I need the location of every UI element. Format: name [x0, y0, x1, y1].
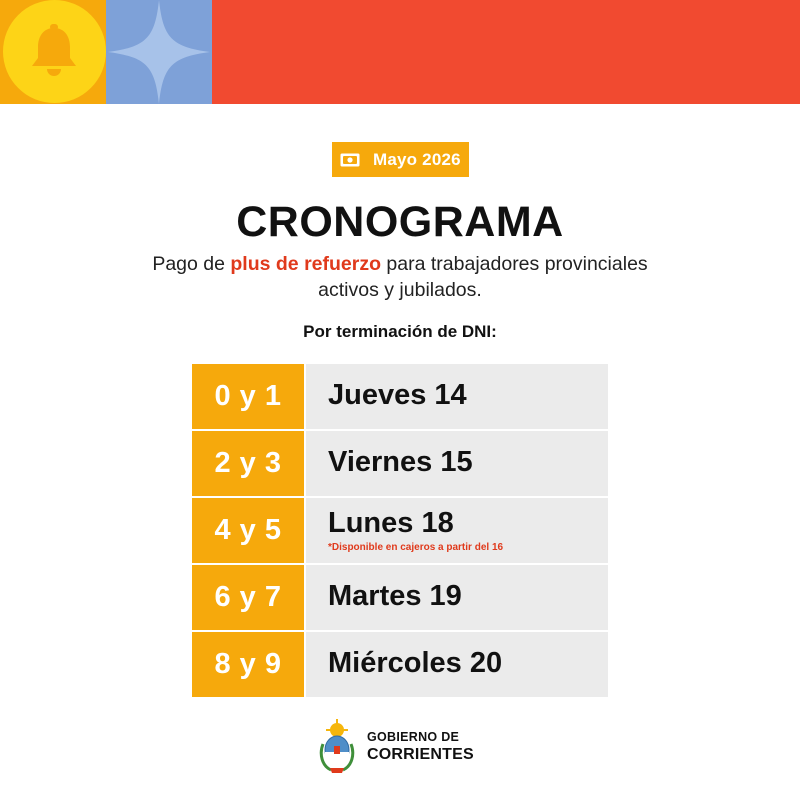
payment-day-cell	[306, 565, 608, 630]
dni-digits: 4 y 5	[192, 498, 304, 563]
payment-day-cell	[306, 364, 608, 429]
bell-tile	[0, 0, 106, 104]
header-band	[0, 0, 800, 104]
dni-digits: 2 y 3	[192, 431, 304, 496]
date-badge	[332, 142, 469, 177]
schedule-row	[192, 364, 608, 429]
payment-day: Jueves 14	[328, 379, 467, 411]
availability-note: *Disponible en cajeros a partir del 16	[328, 542, 504, 553]
government-logo	[318, 718, 474, 774]
payment-day: Viernes 15	[328, 446, 473, 478]
page-title: CRONOGRAMA	[236, 198, 564, 246]
sparkle-icon	[106, 0, 212, 104]
schedule-row	[192, 632, 608, 697]
sparkle-tile	[106, 0, 212, 104]
payment-day-cell	[306, 498, 608, 563]
schedule-row	[192, 565, 608, 630]
date-label: Mayo 2026	[373, 149, 461, 169]
subtitle-highlight: plus de refuerzo	[230, 253, 382, 275]
schedule-row	[192, 431, 608, 496]
payment-day: Miércoles 20	[328, 647, 503, 679]
subtitle-prefix: Pago de	[152, 253, 231, 275]
payment-day-cell	[306, 632, 608, 697]
dni-digits: 8 y 9	[192, 632, 304, 697]
payment-day: Martes 19	[328, 580, 462, 612]
payment-day: Lunes 18	[328, 507, 454, 539]
logo-line-2: CORRIENTES	[367, 746, 474, 763]
subtitle-suffix: para trabajadores provinciales activos y jubilados.	[318, 253, 648, 301]
schedule-table	[192, 364, 608, 699]
dni-digits: 6 y 7	[192, 565, 304, 630]
dni-digits: 0 y 1	[192, 364, 304, 429]
government-logo-text	[367, 728, 474, 764]
schedule-row	[192, 498, 608, 563]
bell-icon	[28, 24, 80, 80]
subtitle	[150, 251, 650, 303]
dni-heading: Por terminación de DNI:	[303, 322, 497, 341]
calendar-money-icon	[340, 152, 360, 168]
red-band	[212, 0, 800, 104]
logo-line-1: GOBIERNO DE	[367, 730, 460, 744]
payment-day-cell	[306, 431, 608, 496]
coat-of-arms-icon	[318, 718, 356, 774]
